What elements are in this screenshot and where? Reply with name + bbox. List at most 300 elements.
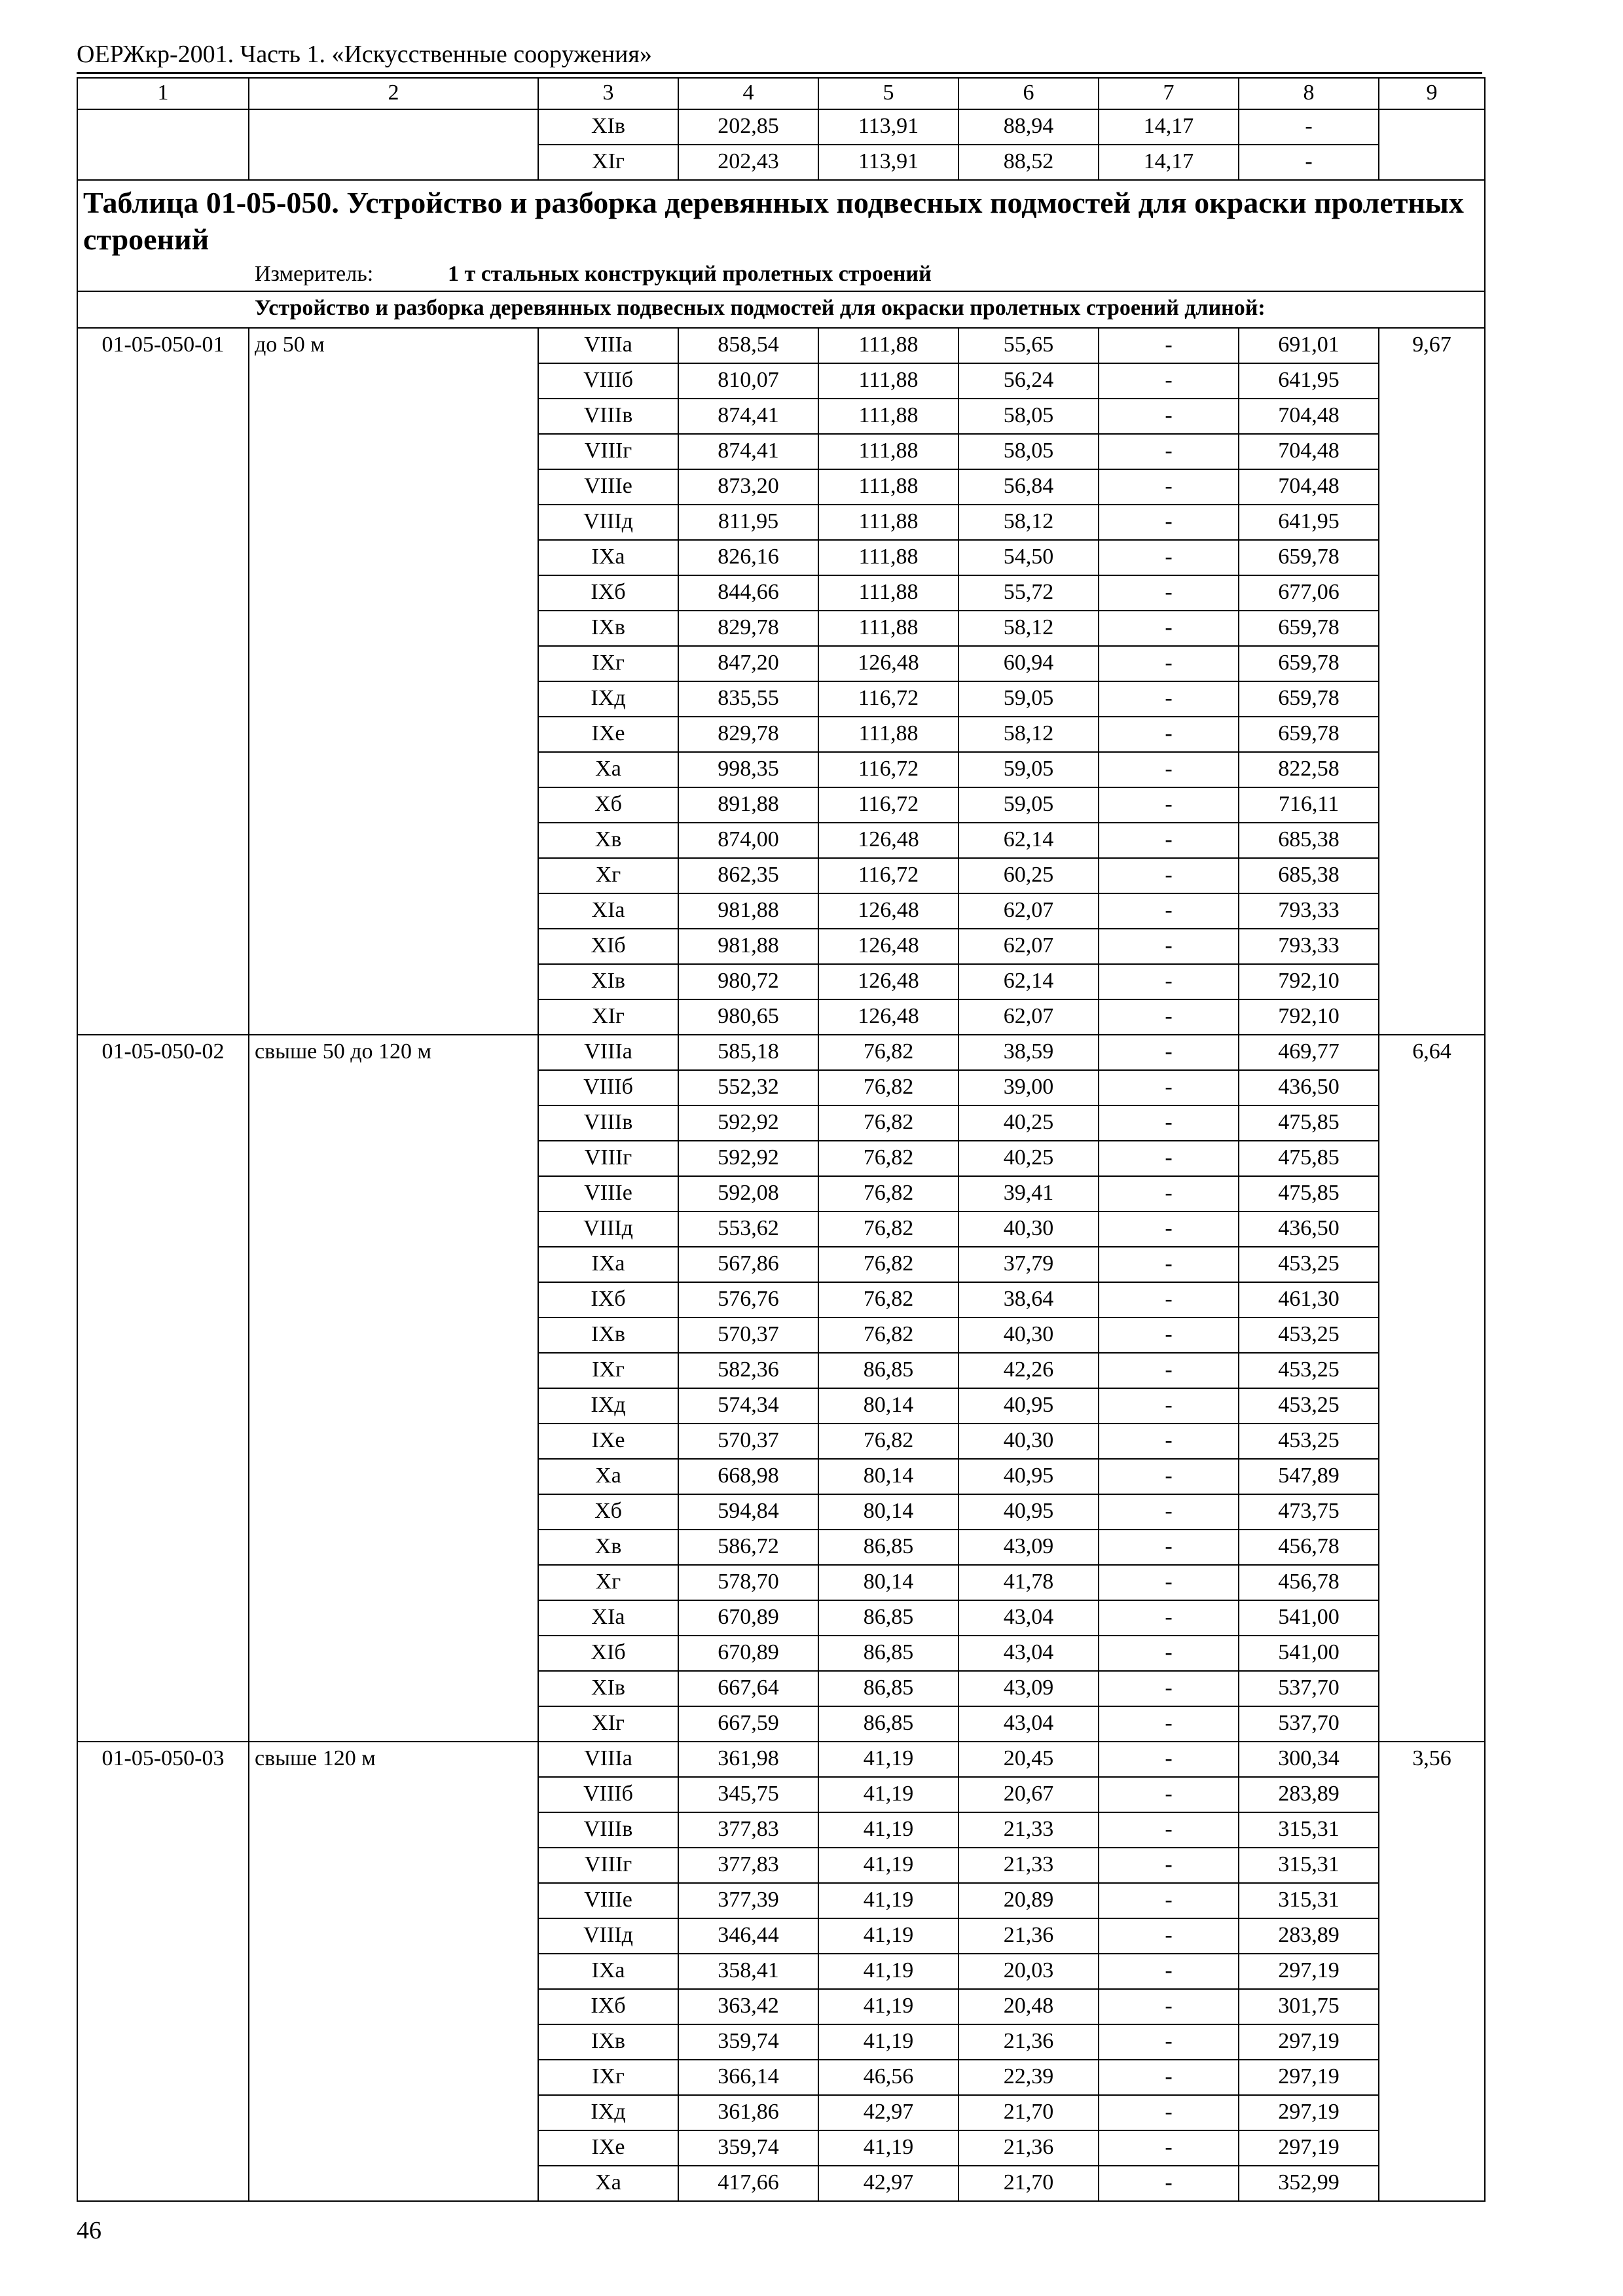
table-cell: 43,09	[958, 1671, 1099, 1706]
table-cell: IXе	[538, 1424, 678, 1459]
table-cell: -	[1099, 1918, 1239, 1954]
table-cell: 113,91	[818, 145, 958, 180]
table-cell: 456,78	[1239, 1565, 1379, 1600]
table-cell: VIIIд	[538, 1918, 678, 1954]
table-cell: 41,19	[818, 1954, 958, 1989]
table-cell: 43,04	[958, 1600, 1099, 1636]
table-cell: 22,39	[958, 2060, 1099, 2095]
table-cell: 537,70	[1239, 1706, 1379, 1742]
table-cell: 659,78	[1239, 611, 1379, 646]
table-cell: 55,72	[958, 575, 1099, 611]
table-cell: 641,95	[1239, 363, 1379, 399]
table-cell: 38,59	[958, 1035, 1099, 1070]
table-cell: 453,25	[1239, 1318, 1379, 1353]
table-cell: 704,48	[1239, 469, 1379, 505]
table-cell: 377,39	[678, 1883, 818, 1918]
table-cell: -	[1099, 2166, 1239, 2201]
table-cell: 592,08	[678, 1176, 818, 1211]
table-cell: -	[1099, 1176, 1239, 1211]
table-cell: 792,10	[1239, 999, 1379, 1035]
table-cell: 80,14	[818, 1388, 958, 1424]
column-number: 4	[678, 78, 818, 109]
table-cell: 844,66	[678, 575, 818, 611]
table-cell: 59,05	[958, 681, 1099, 717]
table-cell: -	[1099, 1848, 1239, 1883]
table-cell: 592,92	[678, 1105, 818, 1141]
table-cell: 76,82	[818, 1176, 958, 1211]
table-cell: 40,95	[958, 1494, 1099, 1530]
table-cell: 41,19	[818, 1742, 958, 1777]
table-cell: 685,38	[1239, 823, 1379, 858]
table-cell: 88,94	[958, 109, 1099, 145]
table-cell: -	[1099, 787, 1239, 823]
table-cell: 659,78	[1239, 540, 1379, 575]
item-code: 01-05-050-02	[77, 1035, 249, 1742]
table-cell: VIIIв	[538, 1105, 678, 1141]
table-cell: 792,10	[1239, 964, 1379, 999]
table-cell: -	[1099, 929, 1239, 964]
table-cell: 58,05	[958, 399, 1099, 434]
table-cell: 111,88	[818, 575, 958, 611]
table-cell: -	[1099, 1671, 1239, 1706]
table-cell: 453,25	[1239, 1353, 1379, 1388]
table-cell: 297,19	[1239, 1954, 1379, 1989]
table-cell: -	[1099, 469, 1239, 505]
table-cell: 20,03	[958, 1954, 1099, 1989]
table-cell: IXв	[538, 2024, 678, 2060]
table-cell: 541,00	[1239, 1636, 1379, 1671]
table-cell: -	[1099, 1070, 1239, 1105]
table-cell: 21,36	[958, 2024, 1099, 2060]
table-cell: 667,64	[678, 1671, 818, 1706]
table-cell: 116,72	[818, 858, 958, 893]
table-cell: 315,31	[1239, 1848, 1379, 1883]
table-cell: 58,05	[958, 434, 1099, 469]
table-cell: 80,14	[818, 1494, 958, 1530]
table-cell: IXб	[538, 1282, 678, 1318]
table-cell: 21,36	[958, 2130, 1099, 2166]
table-cell: -	[1099, 1883, 1239, 1918]
table-cell: 76,82	[818, 1282, 958, 1318]
table-cell: 21,33	[958, 1848, 1099, 1883]
table-cell: -	[1099, 1954, 1239, 1989]
table-cell: VIIIг	[538, 1141, 678, 1176]
table-cell: 835,55	[678, 681, 818, 717]
table-cell: 358,41	[678, 1954, 818, 1989]
table-cell: 60,94	[958, 646, 1099, 681]
table-cell: Xб	[538, 1494, 678, 1530]
table-cell: XIв	[538, 964, 678, 999]
table-cell: Xа	[538, 1459, 678, 1494]
table-cell: IXа	[538, 1954, 678, 1989]
table-cell: 20,67	[958, 1777, 1099, 1812]
table-cell: IXг	[538, 646, 678, 681]
table-cell: 352,99	[1239, 2166, 1379, 2201]
table-cell: 586,72	[678, 1530, 818, 1565]
table-cell: 39,41	[958, 1176, 1099, 1211]
table-cell: 76,82	[818, 1070, 958, 1105]
table-cell: -	[1099, 1742, 1239, 1777]
table-cell: 21,33	[958, 1812, 1099, 1848]
table-cell: XIв	[538, 1671, 678, 1706]
table-cell: VIIIе	[538, 1176, 678, 1211]
table-cell: -	[1099, 2024, 1239, 2060]
item-code: 01-05-050-03	[77, 1742, 249, 2201]
table-cell: 116,72	[818, 681, 958, 717]
table-cell: 377,83	[678, 1812, 818, 1848]
table-cell: -	[1099, 999, 1239, 1035]
table-cell: VIIIа	[538, 328, 678, 363]
table-cell: 670,89	[678, 1600, 818, 1636]
table-cell: 592,92	[678, 1141, 818, 1176]
table-cell: 76,82	[818, 1424, 958, 1459]
table-cell: 359,74	[678, 2130, 818, 2166]
table-cell: 116,72	[818, 787, 958, 823]
table-cell: -	[1099, 1388, 1239, 1424]
table-cell: 829,78	[678, 717, 818, 752]
table-cell: 54,50	[958, 540, 1099, 575]
table-cell: 793,33	[1239, 929, 1379, 964]
table-cell: XIв	[538, 109, 678, 145]
table-cell: 80,14	[818, 1459, 958, 1494]
measure-value: 1 т стальных конструкций пролетных строений	[448, 262, 932, 286]
table-cell: Xа	[538, 2166, 678, 2201]
table-cell: 874,41	[678, 434, 818, 469]
table-cell: 576,76	[678, 1282, 818, 1318]
table-cell: VIIIа	[538, 1035, 678, 1070]
table-title-cell	[77, 180, 1485, 291]
table-cell: -	[1099, 1353, 1239, 1388]
table-cell: -	[1099, 752, 1239, 787]
table-cell: 76,82	[818, 1105, 958, 1141]
table-cell: 453,25	[1239, 1247, 1379, 1282]
table-cell: 76,82	[818, 1211, 958, 1247]
table-cell: 297,19	[1239, 2095, 1379, 2130]
table-cell: 436,50	[1239, 1211, 1379, 1247]
table-cell: 202,85	[678, 109, 818, 145]
table-cell: 567,86	[678, 1247, 818, 1282]
table-cell: -	[1099, 434, 1239, 469]
table-cell: 41,19	[818, 1883, 958, 1918]
table-row	[77, 328, 1485, 363]
table-cell: 716,11	[1239, 787, 1379, 823]
table-cell: 547,89	[1239, 1459, 1379, 1494]
table-cell: 475,85	[1239, 1176, 1379, 1211]
table-cell: -	[1099, 1812, 1239, 1848]
table-cell: IXв	[538, 611, 678, 646]
table-cell: 20,48	[958, 1989, 1099, 2024]
table-cell: Xг	[538, 858, 678, 893]
table-cell: IXг	[538, 2060, 678, 2095]
subheading: Устройство и разборка деревянных подвесных подмостей для окраски пролетных строений длиной:	[77, 291, 1485, 328]
table-cell: 668,98	[678, 1459, 818, 1494]
table-cell: 826,16	[678, 540, 818, 575]
table-cell: 704,48	[1239, 399, 1379, 434]
table-cell: 858,54	[678, 328, 818, 363]
table-cell: 111,88	[818, 611, 958, 646]
table-cell: Xв	[538, 823, 678, 858]
table-cell: 41,19	[818, 1989, 958, 2024]
table-cell: 86,85	[818, 1600, 958, 1636]
column-number: 7	[1099, 78, 1239, 109]
table-cell: XIа	[538, 1600, 678, 1636]
table-cell: VIIIб	[538, 1777, 678, 1812]
table-cell: 810,07	[678, 363, 818, 399]
table-cell: 86,85	[818, 1671, 958, 1706]
table-cell: 41,19	[818, 2024, 958, 2060]
table-cell: 41,19	[818, 1918, 958, 1954]
table-cell: Xв	[538, 1530, 678, 1565]
table-cell: 111,88	[818, 399, 958, 434]
table-cell: IXд	[538, 1388, 678, 1424]
table-cell: 37,79	[958, 1247, 1099, 1282]
table-cell: 111,88	[818, 469, 958, 505]
table-cell: 40,30	[958, 1424, 1099, 1459]
table-cell: 475,85	[1239, 1141, 1379, 1176]
table-cell: -	[1099, 1282, 1239, 1318]
table-cell: 811,95	[678, 505, 818, 540]
table-cell: IXд	[538, 2095, 678, 2130]
table-cell: 980,65	[678, 999, 818, 1035]
table-cell: 40,95	[958, 1459, 1099, 1494]
table-cell: 86,85	[818, 1353, 958, 1388]
table-cell: -	[1099, 1494, 1239, 1530]
table-cell: 677,06	[1239, 575, 1379, 611]
table-cell: 829,78	[678, 611, 818, 646]
table-cell: 670,89	[678, 1636, 818, 1671]
table-cell: 76,82	[818, 1141, 958, 1176]
table-cell: 301,75	[1239, 1989, 1379, 2024]
table-cell: 20,45	[958, 1742, 1099, 1777]
table-cell: -	[1099, 1530, 1239, 1565]
table-cell: 111,88	[818, 328, 958, 363]
table-cell: -	[1099, 964, 1239, 999]
table-cell: 41,78	[958, 1565, 1099, 1600]
table-cell: -	[1099, 823, 1239, 858]
table-cell: 41,19	[818, 1812, 958, 1848]
column-number: 1	[77, 78, 249, 109]
table-cell: 283,89	[1239, 1777, 1379, 1812]
table-cell: IXа	[538, 540, 678, 575]
table-cell: IXб	[538, 1989, 678, 2024]
table-cell: -	[1099, 1706, 1239, 1742]
table-cell: 847,20	[678, 646, 818, 681]
table-row	[77, 1742, 1485, 1777]
table-cell: 980,72	[678, 964, 818, 999]
table-title-row	[77, 180, 1485, 291]
table-cell: -	[1099, 1211, 1239, 1247]
column-number: 9	[1379, 78, 1485, 109]
table-cell: 659,78	[1239, 646, 1379, 681]
table-cell: 113,91	[818, 109, 958, 145]
table-cell: IXе	[538, 2130, 678, 2166]
table-cell: 377,83	[678, 1848, 818, 1883]
table-cell: 659,78	[1239, 717, 1379, 752]
table-cell: 300,34	[1239, 1742, 1379, 1777]
table-cell: 62,07	[958, 999, 1099, 1035]
table-cell: 297,19	[1239, 2060, 1379, 2095]
table-cell: 822,58	[1239, 752, 1379, 787]
table-cell: -	[1099, 681, 1239, 717]
measure-line	[83, 258, 1479, 288]
table-cell: 21,70	[958, 2166, 1099, 2201]
table-cell: 41,19	[818, 1848, 958, 1883]
table-row	[77, 1035, 1485, 1070]
table-cell: 111,88	[818, 540, 958, 575]
table-cell: 453,25	[1239, 1424, 1379, 1459]
table-cell: -	[1099, 1318, 1239, 1353]
table-cell: VIIIг	[538, 1848, 678, 1883]
table-cell: 361,86	[678, 2095, 818, 2130]
table-cell: 126,48	[818, 999, 958, 1035]
table-cell: 873,20	[678, 469, 818, 505]
table-cell: 126,48	[818, 646, 958, 681]
table-cell: -	[1099, 893, 1239, 929]
column-number: 2	[249, 78, 538, 109]
table-cell: 43,09	[958, 1530, 1099, 1565]
item-col9: 9,67	[1379, 328, 1485, 1035]
table-cell: 86,85	[818, 1706, 958, 1742]
table-cell: 42,26	[958, 1353, 1099, 1388]
table-cell: -	[1099, 1424, 1239, 1459]
table-cell: 469,77	[1239, 1035, 1379, 1070]
table-cell: 43,04	[958, 1706, 1099, 1742]
table-cell: 21,70	[958, 2095, 1099, 2130]
table-cell: 578,70	[678, 1565, 818, 1600]
table-cell: -	[1099, 1247, 1239, 1282]
table-cell: 981,88	[678, 893, 818, 929]
table-cell: 981,88	[678, 929, 818, 964]
table-cell: -	[1099, 505, 1239, 540]
table-cell: 111,88	[818, 363, 958, 399]
desc-cell	[249, 109, 538, 180]
table-cell: 126,48	[818, 929, 958, 964]
table-cell: 20,89	[958, 1883, 1099, 1918]
table-cell: Xг	[538, 1565, 678, 1600]
table-cell: 116,72	[818, 752, 958, 787]
table-cell: 126,48	[818, 964, 958, 999]
table-cell: 667,59	[678, 1706, 818, 1742]
table-cell: 59,05	[958, 752, 1099, 787]
column-number: 3	[538, 78, 678, 109]
item-description: свыше 120 м	[249, 1742, 538, 2201]
table-cell: 40,95	[958, 1388, 1099, 1424]
table-cell: 874,41	[678, 399, 818, 434]
table-cell: 55,65	[958, 328, 1099, 363]
table-cell: 570,37	[678, 1318, 818, 1353]
column-number: 5	[818, 78, 958, 109]
table-cell: IXе	[538, 717, 678, 752]
page-header: ОЕРЖкр-2001. Часть 1. «Искусственные сооружения»	[77, 39, 1482, 74]
table-cell: 86,85	[818, 1636, 958, 1671]
table-cell: 998,35	[678, 752, 818, 787]
table-cell: 585,18	[678, 1035, 818, 1070]
table-cell: 553,62	[678, 1211, 818, 1247]
table-cell: 111,88	[818, 717, 958, 752]
item-description: свыше 50 до 120 м	[249, 1035, 538, 1742]
table-cell: 704,48	[1239, 434, 1379, 469]
table-cell: 38,64	[958, 1282, 1099, 1318]
table-cell: 56,84	[958, 469, 1099, 505]
table-cell: 14,17	[1099, 109, 1239, 145]
table-row	[77, 109, 1485, 145]
table-cell: VIIIе	[538, 469, 678, 505]
table-cell: -	[1099, 540, 1239, 575]
table-cell: -	[1099, 575, 1239, 611]
table-cell: IXа	[538, 1247, 678, 1282]
table-cell: IXб	[538, 575, 678, 611]
table-cell: -	[1099, 1989, 1239, 2024]
table-cell: 60,25	[958, 858, 1099, 893]
table-cell: 862,35	[678, 858, 818, 893]
col9-cell	[1379, 109, 1485, 180]
table-cell: 126,48	[818, 823, 958, 858]
measure-label: Измеритель:	[255, 262, 374, 286]
table-cell: 41,19	[818, 2130, 958, 2166]
table-cell: -	[1239, 109, 1379, 145]
table-cell: -	[1099, 646, 1239, 681]
column-number-row	[77, 78, 1485, 109]
table-cell: 582,36	[678, 1353, 818, 1388]
item-description: до 50 м	[249, 328, 538, 1035]
table-cell: XIб	[538, 1636, 678, 1671]
table-cell: 39,00	[958, 1070, 1099, 1105]
table-cell: 691,01	[1239, 328, 1379, 363]
table-cell: VIIIа	[538, 1742, 678, 1777]
item-col9: 3,56	[1379, 1742, 1485, 2201]
table-cell: 42,97	[818, 2166, 958, 2201]
table-cell: 366,14	[678, 2060, 818, 2095]
table-cell: 58,12	[958, 505, 1099, 540]
table-cell: 594,84	[678, 1494, 818, 1530]
table-cell: 315,31	[1239, 1812, 1379, 1848]
table-cell: -	[1099, 1636, 1239, 1671]
table-cell: 570,37	[678, 1424, 818, 1459]
table-cell: -	[1099, 1600, 1239, 1636]
table-cell: 43,04	[958, 1636, 1099, 1671]
table-cell: 297,19	[1239, 2024, 1379, 2060]
table-cell: -	[1099, 2060, 1239, 2095]
table-cell: 537,70	[1239, 1671, 1379, 1706]
table-cell: 41,19	[818, 1777, 958, 1812]
table-cell: 297,19	[1239, 2130, 1379, 2166]
table-cell: 436,50	[1239, 1070, 1379, 1105]
table-cell: 40,25	[958, 1141, 1099, 1176]
estimate-table	[77, 77, 1486, 2202]
table-cell: -	[1099, 717, 1239, 752]
table-cell: -	[1099, 1141, 1239, 1176]
table-cell: VIIIе	[538, 1883, 678, 1918]
table-cell: 40,30	[958, 1318, 1099, 1353]
table-cell: 202,43	[678, 145, 818, 180]
table-cell: 541,00	[1239, 1600, 1379, 1636]
table-cell: 111,88	[818, 434, 958, 469]
table-cell: -	[1099, 1777, 1239, 1812]
table-cell: 126,48	[818, 893, 958, 929]
table-cell: -	[1099, 858, 1239, 893]
table-cell: -	[1099, 1035, 1239, 1070]
item-col9: 6,64	[1379, 1035, 1485, 1742]
table-cell: 874,00	[678, 823, 818, 858]
table-cell: 361,98	[678, 1742, 818, 1777]
table-cell: -	[1239, 145, 1379, 180]
table-cell: 58,12	[958, 611, 1099, 646]
item-code: 01-05-050-01	[77, 328, 249, 1035]
table-cell: 62,14	[958, 823, 1099, 858]
table-cell: 793,33	[1239, 893, 1379, 929]
table-cell: 40,30	[958, 1211, 1099, 1247]
table-cell: 456,78	[1239, 1530, 1379, 1565]
